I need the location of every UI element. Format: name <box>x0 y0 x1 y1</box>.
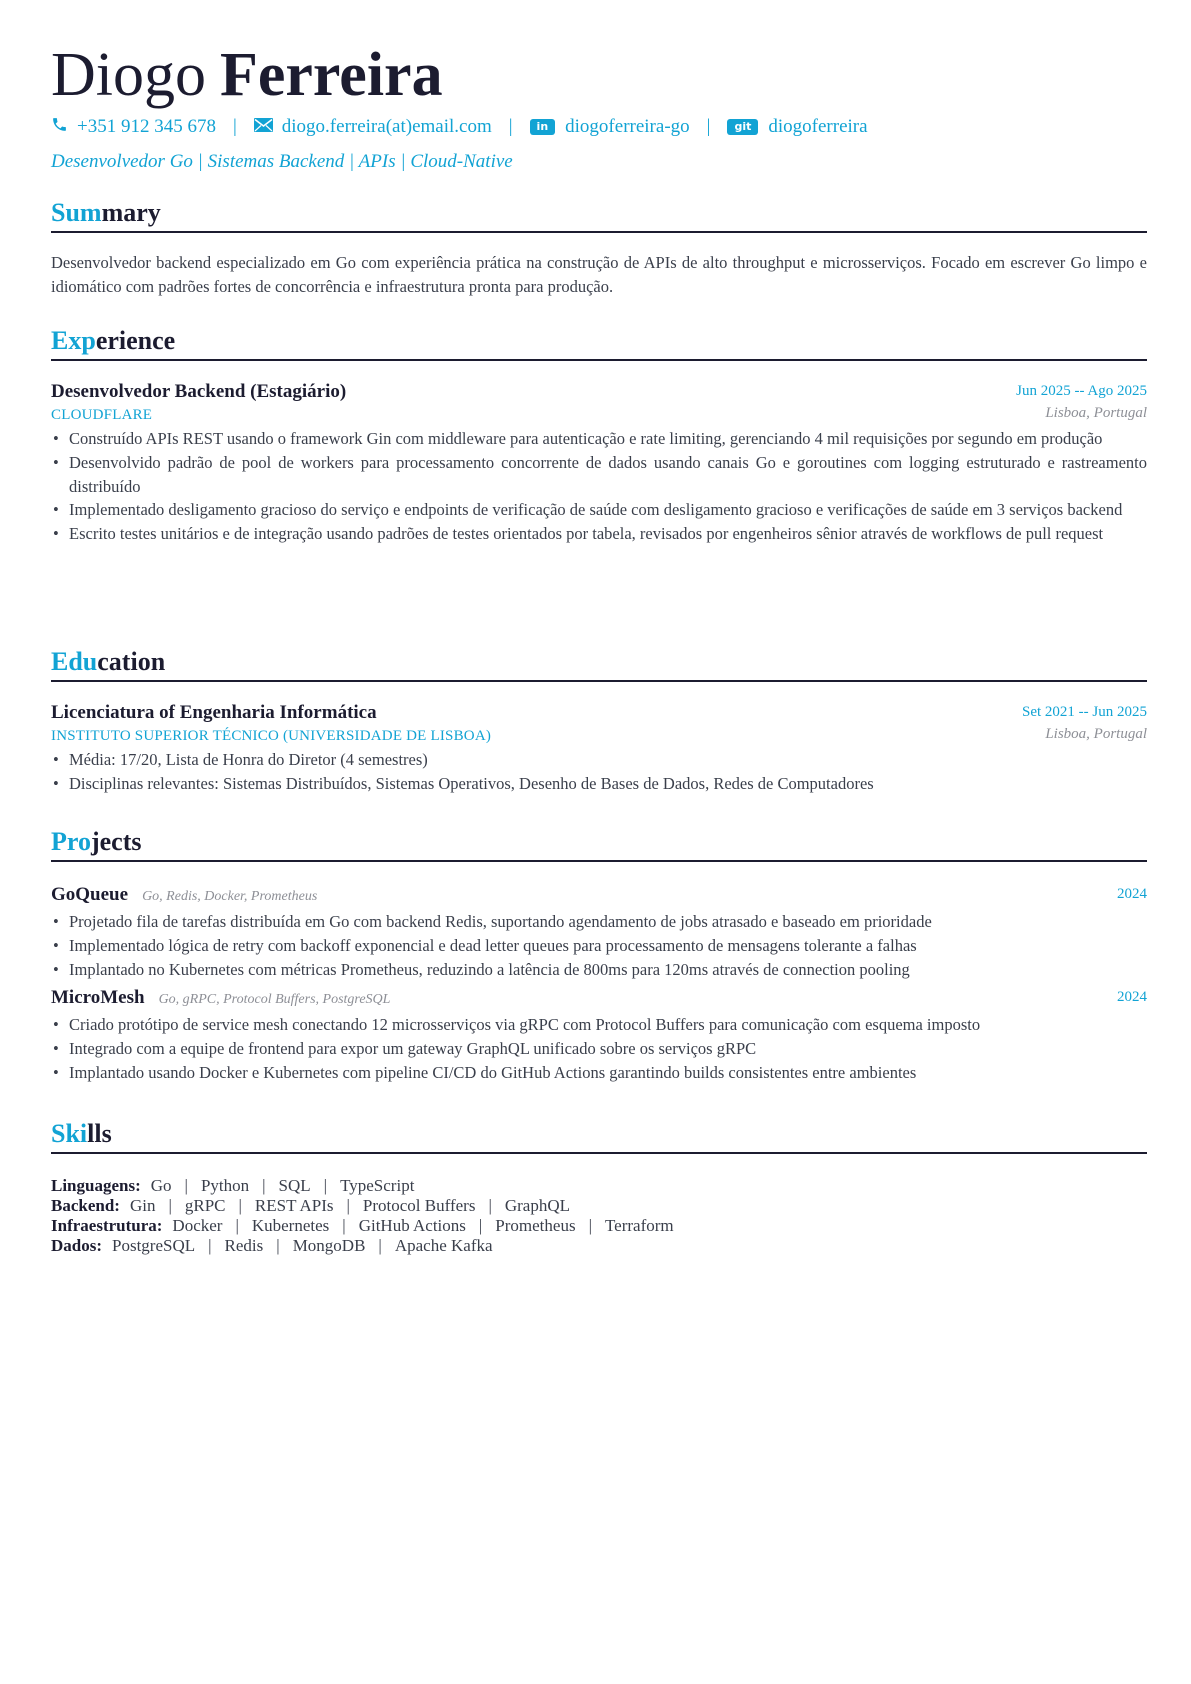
list-item: • Implementado desligamento gracioso do serviço e endpoints de verificação de saúde com desligamento gracioso e verificações de saúde em 3 serviços backend <box>51 498 1147 522</box>
contact-line <box>51 113 868 141</box>
project-bullets <box>51 910 1147 981</box>
list-item: • Implantado no Kubernetes com métricas Prometheus, reduzindo a latência de 800ms para 120ms através de connection pooling <box>51 958 1147 982</box>
section-title-summary: Summary <box>51 196 1147 233</box>
skill-item: Gin <box>129 1196 156 1215</box>
project-name: MicroMesh <box>51 987 145 1009</box>
skill-separator: | <box>378 1236 382 1255</box>
skill-item: Terraform <box>604 1216 674 1235</box>
project-tech: Go, Redis, Docker, Prometheus <box>142 889 318 904</box>
skills-list <box>51 1176 1147 1256</box>
list-item: • Criado protótipo de service mesh conectando 12 microsserviços via gRPC com Protocol Buffers para comunicação com esquema imposto <box>51 1013 1147 1037</box>
git-icon: git <box>727 119 758 135</box>
job-location: Lisboa, Portugal <box>1045 405 1147 421</box>
skill-item: Apache Kafka <box>394 1236 493 1255</box>
skill-category: Backend: <box>51 1196 120 1215</box>
skills-section <box>51 1117 1147 1256</box>
skill-item: GitHub Actions <box>358 1216 466 1235</box>
last-name: Ferreira <box>220 41 443 109</box>
list-item: • Construído APIs REST usando o framework Gin com middleware para autenticação e rate limiting, gerenciando 4 mil requisições por segundo em produção <box>51 427 1147 451</box>
summary-text: Desenvolvedor backend especializado em Go com experiência prática na construção de APIs de alto throughput e microsserviços. Focado em escrever Go limpo e idiomático com padrões fortes de concorrência e infraestrutura pronta para produção. <box>51 253 1147 296</box>
skill-row <box>51 1176 1147 1196</box>
skill-item: REST APIs <box>254 1196 334 1215</box>
skill-row <box>51 1196 1147 1216</box>
skill-item: Kubernetes <box>251 1216 330 1235</box>
phone-icon <box>51 116 68 139</box>
list-item: • Escrito testes unitários e de integração usando padrões de testes orientados por tabela, revisados por engenheiros sênior através de workflows de pull request <box>51 522 1147 546</box>
list-item: • Integrado com a equipe de frontend para expor um gateway GraphQL unificado sobre os serviços gRPC <box>51 1037 1147 1061</box>
contact-separator: | <box>232 116 237 137</box>
skill-separator: | <box>184 1176 188 1195</box>
education-section <box>51 645 1147 796</box>
project-year: 2024 <box>1117 886 1147 902</box>
education-location: Lisboa, Portugal <box>1045 726 1147 742</box>
skill-item: Prometheus <box>495 1216 576 1235</box>
section-title-education: Education <box>51 645 1147 682</box>
job-dates: Jun 2025 -- Ago 2025 <box>1016 383 1147 399</box>
school-name: INSTITUTO SUPERIOR TÉCNICO (UNIVERSIDADE DE LISBOA) <box>51 728 492 744</box>
skill-separator: | <box>208 1236 212 1255</box>
skill-item: gRPC <box>184 1196 226 1215</box>
skill-item: Go <box>150 1176 172 1195</box>
section-title-experience: Experience <box>51 324 1147 361</box>
list-item: • Desenvolvido padrão de pool de workers para processamento concorrente de dados usando canais Go e goroutines com logging estruturado e rastreamento distribuído <box>51 451 1147 499</box>
candidate-name <box>51 38 443 112</box>
summary-section <box>51 196 1147 299</box>
project-name: GoQueue <box>51 884 129 905</box>
list-item: • Disciplinas relevantes: Sistemas Distribuídos, Sistemas Operativos, Desenho de Bases de Dados, Redes de Computadores <box>51 772 1147 796</box>
education-bullets <box>51 748 1147 796</box>
company-name: CLOUDFLARE <box>51 407 153 423</box>
skill-item: PostgreSQL <box>112 1236 196 1255</box>
skill-row <box>51 1236 1147 1256</box>
experience-entry <box>51 381 1147 546</box>
list-item: • Implantado usando Docker e Kubernetes com pipeline CI/CD do GitHub Actions garantindo builds consistentes entre ambientes <box>51 1061 1147 1085</box>
skill-separator: | <box>262 1176 266 1195</box>
education-dates: Set 2021 -- Jun 2025 <box>1022 704 1147 720</box>
skill-separator: | <box>323 1176 328 1195</box>
project-tech: Go, gRPC, Protocol Buffers, PostgreSQL <box>158 992 391 1008</box>
skill-category: Dados: <box>51 1236 103 1255</box>
degree-title: Licenciatura of Engenharia Informática <box>51 702 377 723</box>
contact-separator: | <box>508 116 513 137</box>
skill-item: Protocol Buffers <box>362 1196 476 1215</box>
first-name: Diogo <box>51 41 206 109</box>
skill-separator: | <box>478 1216 483 1235</box>
list-item: • Média: 17/20, Lista de Honra do Diretor (4 semestres) <box>51 748 1147 772</box>
github-link[interactable]: diogoferreira <box>768 116 868 137</box>
skill-separator: | <box>488 1196 492 1215</box>
email-link[interactable]: diogo.ferreira(at)email.com <box>281 116 492 137</box>
experience-bullets <box>51 427 1147 546</box>
skill-separator: | <box>342 1216 346 1235</box>
project-entry <box>51 987 1147 1084</box>
list-item: • Implementado lógica de retry com backoff exponencial e dead letter queues para processamento de mensagens tolerante a falhas <box>51 934 1147 958</box>
skill-item: Docker <box>172 1216 223 1235</box>
skill-item: MongoDB <box>292 1236 366 1255</box>
skill-separator: | <box>588 1216 592 1235</box>
tagline: Desenvolvedor Go | Sistemas Backend | APIs | Cloud-Native <box>51 151 513 172</box>
skill-row <box>51 1216 1147 1236</box>
skill-separator: | <box>168 1196 172 1215</box>
phone-link[interactable]: +351 912 345 678 <box>77 116 216 137</box>
job-title: Desenvolvedor Backend (Estagiário) <box>51 381 347 402</box>
skill-item: Redis <box>224 1236 264 1255</box>
skill-item: SQL <box>278 1176 311 1195</box>
list-item: • Projetado fila de tarefas distribuída em Go com backend Redis, suportando agendamento de jobs atrasado e baseado em prioridade <box>51 910 1147 934</box>
education-entry <box>51 702 1147 796</box>
projects-section <box>51 825 1147 1085</box>
skill-item: GraphQL <box>504 1196 571 1215</box>
skill-separator: | <box>276 1236 280 1255</box>
skill-separator: | <box>346 1196 350 1215</box>
skill-separator: | <box>235 1216 239 1235</box>
section-title-projects: Projects <box>51 825 1147 862</box>
skill-category: Infraestrutura: <box>51 1216 163 1235</box>
skill-category: Linguagens: <box>51 1176 141 1195</box>
skill-item: Python <box>200 1176 250 1195</box>
project-bullets <box>51 1013 1147 1084</box>
linkedin-icon: in <box>530 119 556 135</box>
linkedin-link[interactable]: diogoferreira-go <box>565 116 690 137</box>
contact-separator: | <box>706 116 711 137</box>
experience-section <box>51 324 1147 546</box>
project-entry <box>51 884 1147 981</box>
skill-item: TypeScript <box>340 1176 415 1195</box>
skill-separator: | <box>238 1196 242 1215</box>
envelope-icon <box>254 116 273 138</box>
section-title-skills: Skills <box>51 1117 1147 1154</box>
project-year: 2024 <box>1117 989 1147 1006</box>
